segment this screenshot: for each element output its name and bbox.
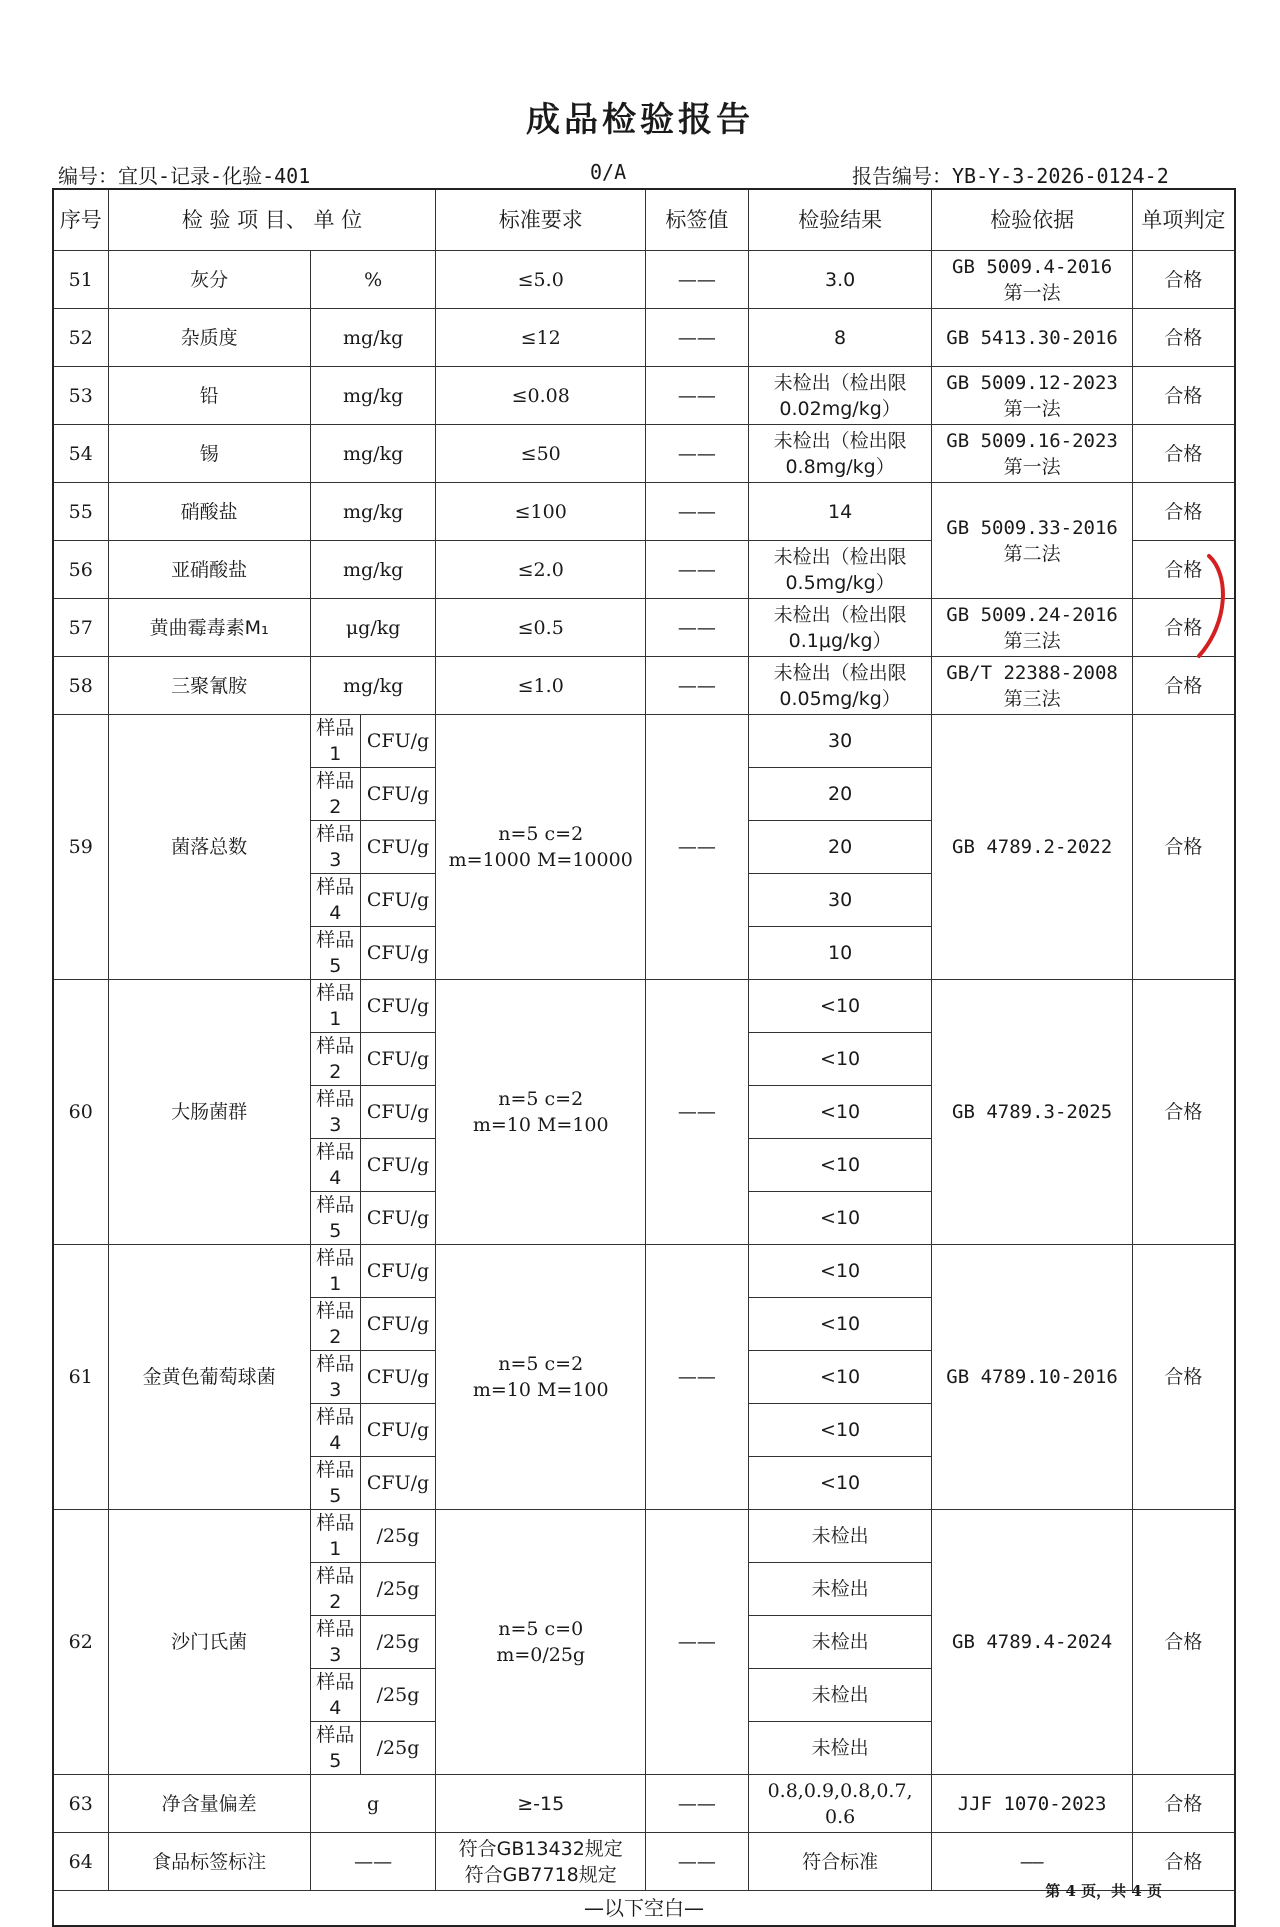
sample-row: [53, 1510, 1235, 1563]
sample-name: 样品3: [310, 1616, 360, 1669]
label-value: ——: [646, 980, 749, 1245]
test-basis: GB/T 22388-2008 第三法: [932, 657, 1132, 715]
sample-result: 未检出: [748, 1510, 932, 1563]
label-value: ——: [646, 715, 749, 980]
standard-requirement: n=5 c=2 m=10 M=100: [436, 980, 646, 1245]
table-row: [53, 599, 1235, 657]
table-row: [53, 425, 1235, 483]
verdict: 合格: [1132, 367, 1235, 425]
col-verdict: 单项判定: [1132, 189, 1235, 251]
test-basis: GB 5009.24-2016 第三法: [932, 599, 1132, 657]
test-result: 3.0: [748, 251, 932, 309]
sample-result: <10: [748, 1033, 932, 1086]
verdict: 合格: [1132, 980, 1235, 1245]
red-check-mark: [1195, 552, 1235, 662]
sample-name: 样品3: [310, 1086, 360, 1139]
test-basis: GB 5009.4-2016 第一法: [932, 251, 1132, 309]
sample-name: 样品4: [310, 1669, 360, 1722]
row-number: 53: [53, 367, 108, 425]
test-result: 未检出（检出限 0.05mg/kg）: [748, 657, 932, 715]
revision: 0/A: [590, 160, 627, 184]
page-indicator: 第 4 页，共 4 页: [1045, 1882, 1162, 1900]
item-name: 铅: [108, 367, 310, 425]
item-name: 净含量偏差: [108, 1775, 310, 1833]
verdict: 合格: [1132, 309, 1235, 367]
sample-result: 未检出: [748, 1669, 932, 1722]
sample-name: 样品5: [310, 1457, 360, 1510]
inspection-table: [52, 188, 1236, 1927]
label-value: ——: [646, 309, 749, 367]
item-name: 三聚氰胺: [108, 657, 310, 715]
test-basis: JJF 1070-2023: [932, 1775, 1132, 1833]
test-result: 符合标准: [748, 1833, 932, 1891]
item-unit: μg/kg: [310, 599, 436, 657]
sample-result: 10: [748, 927, 932, 980]
row-number: 64: [53, 1833, 108, 1891]
standard-requirement: ≤100: [436, 483, 646, 541]
item-name: 沙门氏菌: [108, 1510, 310, 1775]
sample-result: <10: [748, 1245, 932, 1298]
sample-name: 样品5: [310, 1722, 360, 1775]
item-unit: mg/kg: [310, 367, 436, 425]
header-row: [53, 189, 1235, 251]
col-label-value: 标签值: [646, 189, 749, 251]
sample-unit: CFU/g: [360, 874, 436, 927]
test-basis: GB 4789.2-2022: [932, 715, 1132, 980]
sample-unit: CFU/g: [360, 1351, 436, 1404]
standard-requirement: ≥-15: [436, 1775, 646, 1833]
sample-result: 20: [748, 821, 932, 874]
item-unit: mg/kg: [310, 657, 436, 715]
sample-unit: CFU/g: [360, 821, 436, 874]
verdict: 合格: [1132, 541, 1235, 599]
standard-requirement: ≤0.5: [436, 599, 646, 657]
sample-name: 样品2: [310, 768, 360, 821]
sample-name: 样品4: [310, 874, 360, 927]
sample-name: 样品2: [310, 1298, 360, 1351]
item-name: 黄曲霉毒素M₁: [108, 599, 310, 657]
test-result: 0.8,0.9,0.8,0.7, 0.6: [748, 1775, 932, 1833]
item-unit: mg/kg: [310, 425, 436, 483]
test-basis: GB 4789.4-2024: [932, 1510, 1132, 1775]
row-number: 52: [53, 309, 108, 367]
row-number: 54: [53, 425, 108, 483]
sample-unit: CFU/g: [360, 1457, 436, 1510]
col-item-unit: 检 验 项 目、 单 位: [108, 189, 436, 251]
report-number: 报告编号：YB-Y-3-2026-0124-2: [852, 164, 1169, 188]
sample-result: <10: [748, 1457, 932, 1510]
label-value: ——: [646, 251, 749, 309]
sample-name: 样品1: [310, 980, 360, 1033]
table-row: [53, 367, 1235, 425]
verdict: 合格: [1132, 657, 1235, 715]
sample-unit: CFU/g: [360, 1245, 436, 1298]
report-title: 成品检验报告: [526, 100, 754, 140]
standard-requirement: 符合GB13432规定 符合GB7718规定: [436, 1833, 646, 1891]
test-result: 未检出（检出限 0.8mg/kg）: [748, 425, 932, 483]
sample-name: 样品1: [310, 1510, 360, 1563]
label-value: ——: [646, 599, 749, 657]
sample-result: <10: [748, 1139, 932, 1192]
label-value: ——: [646, 1245, 749, 1510]
sample-unit: CFU/g: [360, 1139, 436, 1192]
col-result: 检验结果: [748, 189, 932, 251]
item-unit: g: [310, 1775, 436, 1833]
sample-unit: CFU/g: [360, 1033, 436, 1086]
verdict: 合格: [1132, 1833, 1235, 1891]
col-basis: 检验依据: [932, 189, 1132, 251]
standard-requirement: n=5 c=2 m=10 M=100: [436, 1245, 646, 1510]
doc-code: 编号：宜贝-记录-化验-401: [58, 164, 311, 188]
test-basis: GB 4789.3-2025: [932, 980, 1132, 1245]
table-row: [53, 251, 1235, 309]
sample-result: 未检出: [748, 1563, 932, 1616]
sample-unit: CFU/g: [360, 1404, 436, 1457]
row-number: 59: [53, 715, 108, 980]
row-number: 62: [53, 1510, 108, 1775]
item-unit: ——: [310, 1833, 436, 1891]
sample-result: <10: [748, 1192, 932, 1245]
sample-result: <10: [748, 1086, 932, 1139]
test-basis: ——: [932, 1833, 1132, 1891]
item-name: 大肠菌群: [108, 980, 310, 1245]
standard-requirement: ≤5.0: [436, 251, 646, 309]
sample-unit: /25g: [360, 1510, 436, 1563]
sample-name: 样品1: [310, 715, 360, 768]
test-basis: GB 4789.10-2016: [932, 1245, 1132, 1510]
sample-result: 未检出: [748, 1722, 932, 1775]
verdict: 合格: [1132, 483, 1235, 541]
item-name: 杂质度: [108, 309, 310, 367]
sample-result: <10: [748, 980, 932, 1033]
verdict: 合格: [1132, 599, 1235, 657]
sample-unit: /25g: [360, 1563, 436, 1616]
sample-result: 20: [748, 768, 932, 821]
sample-unit: CFU/g: [360, 715, 436, 768]
sample-unit: CFU/g: [360, 768, 436, 821]
test-basis: GB 5009.33-2016 第二法: [932, 483, 1132, 599]
item-unit: mg/kg: [310, 541, 436, 599]
item-name: 锡: [108, 425, 310, 483]
item-name: 灰分: [108, 251, 310, 309]
table-row: [53, 657, 1235, 715]
sample-name: 样品3: [310, 821, 360, 874]
label-value: ——: [646, 367, 749, 425]
verdict: 合格: [1132, 1245, 1235, 1510]
sample-result: 30: [748, 715, 932, 768]
item-name: 硝酸盐: [108, 483, 310, 541]
row-number: 60: [53, 980, 108, 1245]
item-name: 食品标签标注: [108, 1833, 310, 1891]
sample-name: 样品3: [310, 1351, 360, 1404]
standard-requirement: n=5 c=2 m=1000 M=10000: [436, 715, 646, 980]
blank-below-note: —以下空白—: [53, 1891, 1235, 1927]
sample-name: 样品5: [310, 927, 360, 980]
label-value: ——: [646, 541, 749, 599]
sample-unit: CFU/g: [360, 980, 436, 1033]
sample-result: 未检出: [748, 1616, 932, 1669]
sample-row: [53, 1245, 1235, 1298]
sample-name: 样品4: [310, 1139, 360, 1192]
col-no: 序号: [53, 189, 108, 251]
row-number: 57: [53, 599, 108, 657]
row-number: 56: [53, 541, 108, 599]
item-unit: %: [310, 251, 436, 309]
row-number: 58: [53, 657, 108, 715]
standard-requirement: n=5 c=0 m=0/25g: [436, 1510, 646, 1775]
sample-result: <10: [748, 1404, 932, 1457]
sample-row: [53, 980, 1235, 1033]
item-unit: mg/kg: [310, 309, 436, 367]
table-row: [53, 309, 1235, 367]
standard-requirement: ≤12: [436, 309, 646, 367]
sample-row: [53, 715, 1235, 768]
label-value: ——: [646, 483, 749, 541]
verdict: 合格: [1132, 715, 1235, 980]
label-value: ——: [646, 1833, 749, 1891]
label-value: ——: [646, 1510, 749, 1775]
sample-name: 样品4: [310, 1404, 360, 1457]
row-number: 51: [53, 251, 108, 309]
sample-unit: CFU/g: [360, 927, 436, 980]
test-basis: GB 5009.12-2023 第一法: [932, 367, 1132, 425]
item-unit: mg/kg: [310, 483, 436, 541]
label-value: ——: [646, 1775, 749, 1833]
sample-unit: /25g: [360, 1616, 436, 1669]
standard-requirement: ≤50: [436, 425, 646, 483]
standard-requirement: ≤1.0: [436, 657, 646, 715]
standard-requirement: ≤0.08: [436, 367, 646, 425]
table-row: [53, 483, 1235, 541]
standard-requirement: ≤2.0: [436, 541, 646, 599]
test-result: 8: [748, 309, 932, 367]
table-row: [53, 1775, 1235, 1833]
sample-name: 样品2: [310, 1563, 360, 1616]
item-name: 菌落总数: [108, 715, 310, 980]
label-value: ——: [646, 657, 749, 715]
sample-result: <10: [748, 1351, 932, 1404]
row-number: 63: [53, 1775, 108, 1833]
test-result: 14: [748, 483, 932, 541]
sample-name: 样品1: [310, 1245, 360, 1298]
col-standard: 标准要求: [436, 189, 646, 251]
sample-name: 样品2: [310, 1033, 360, 1086]
verdict: 合格: [1132, 425, 1235, 483]
label-value: ——: [646, 425, 749, 483]
row-number: 55: [53, 483, 108, 541]
test-basis: GB 5413.30-2016: [932, 309, 1132, 367]
sample-name: 样品5: [310, 1192, 360, 1245]
sample-unit: CFU/g: [360, 1086, 436, 1139]
sample-unit: /25g: [360, 1669, 436, 1722]
test-result: 未检出（检出限 0.1μg/kg）: [748, 599, 932, 657]
verdict: 合格: [1132, 1510, 1235, 1775]
row-number: 61: [53, 1245, 108, 1510]
sample-unit: CFU/g: [360, 1298, 436, 1351]
sample-result: 30: [748, 874, 932, 927]
item-name: 金黄色葡萄球菌: [108, 1245, 310, 1510]
test-result: 未检出（检出限 0.5mg/kg）: [748, 541, 932, 599]
test-result: 未检出（检出限 0.02mg/kg）: [748, 367, 932, 425]
item-name: 亚硝酸盐: [108, 541, 310, 599]
sample-result: <10: [748, 1298, 932, 1351]
sample-unit: /25g: [360, 1722, 436, 1775]
sample-unit: CFU/g: [360, 1192, 436, 1245]
verdict: 合格: [1132, 251, 1235, 309]
verdict: 合格: [1132, 1775, 1235, 1833]
test-basis: GB 5009.16-2023 第一法: [932, 425, 1132, 483]
